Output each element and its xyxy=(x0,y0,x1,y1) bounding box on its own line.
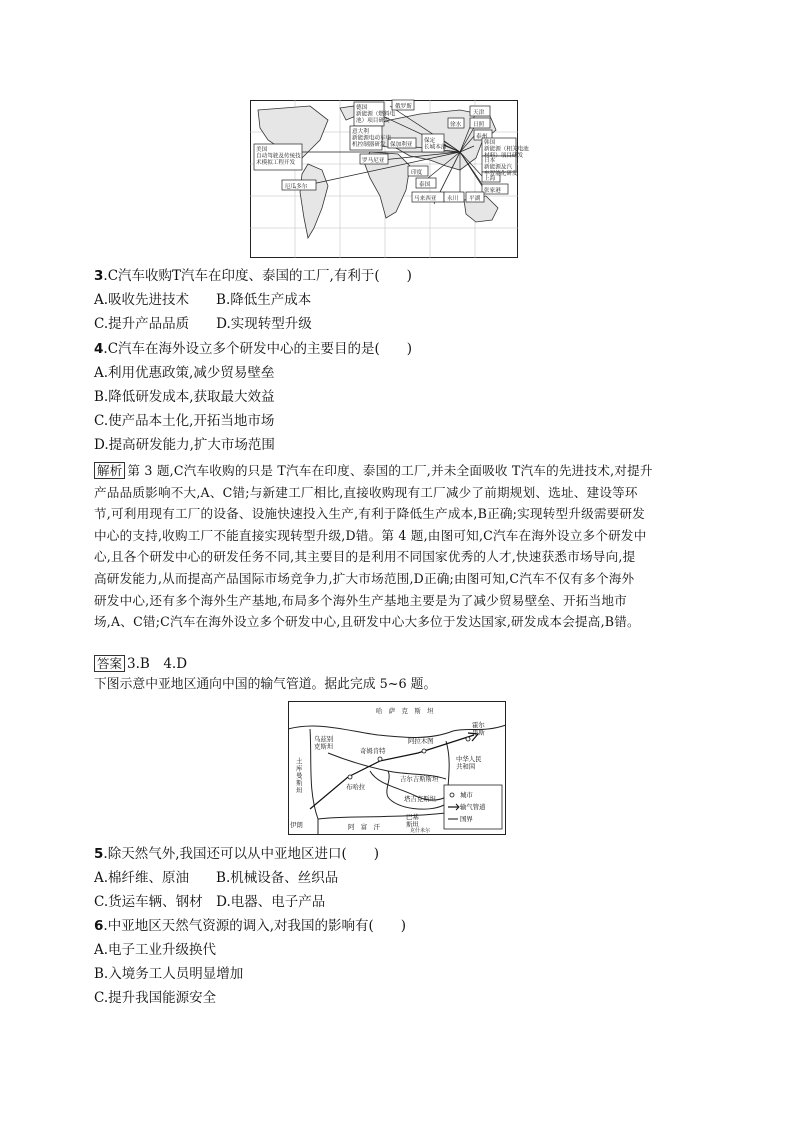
question-5-options-ab: A.棉纤维、原油 B.机械设备、丝织品 xyxy=(94,870,339,886)
label-taizhou: 泰州 xyxy=(476,134,488,140)
explanation-line: 解析 第 3 题,C汽车收购的只是 T汽车在印度、泰国的工厂,并未全面吸收 T汽车的先进技术,对提升 xyxy=(94,460,706,482)
question-6-option-c: C.提升我国能源安全 xyxy=(94,990,217,1006)
label-thailand: 泰国 xyxy=(419,182,431,188)
label-japan: 日本新能源及汽车智能化研发 xyxy=(484,158,518,177)
legend-border: 国界 xyxy=(460,815,473,823)
question-4-option-d: D.提高研发能力,扩大市场范围 xyxy=(94,437,275,453)
explanation-line: 节,可利用现有工厂的设备、设施快速投入生产,有利于降低生产成本,B正确;实现转型升级需要研发 xyxy=(94,506,646,522)
question-4-stem: 4.C汽车在海外设立多个研发中心的主要目的是( ) xyxy=(94,341,413,357)
question-5-stem: 5.除天然气外,我国还可以从中亚地区进口( ) xyxy=(94,846,380,862)
label-ecuador: 厄瓜多尔 xyxy=(285,184,308,190)
explanation-line: 场,A、C错;C汽车在海外设立多个研发中心,且研发中心大多位于发达国家,研发成本会提高,B错。 xyxy=(94,614,640,630)
answer-tag: 答案 xyxy=(94,655,125,672)
question-4-option-a: A.利用优惠政策,减少贸易壁垒 xyxy=(94,365,275,381)
label-tajikistan: 塔吉克斯坦 xyxy=(404,795,436,803)
label-russia: 俄罗斯 xyxy=(395,104,412,110)
question-6-stem: 6.中亚地区天然气资源的调入,对我国的影响有( ) xyxy=(94,918,407,934)
label-tianjin: 天津 xyxy=(473,110,485,116)
question-4-option-c: C.使产品本土化,开拓当地市场 xyxy=(94,413,275,429)
label-shanghai: 上海 xyxy=(484,176,496,182)
explanation-block xyxy=(94,460,706,633)
label-india: 印度 xyxy=(411,170,423,176)
label-kyrgyzstan: 吉尔吉斯斯坦 xyxy=(400,775,439,783)
label-iran: 伊朗 xyxy=(290,821,303,829)
explanation-line: 高研发能力,从而提高产品国际市场竞争力,扩大市场范围,D正确;由图可知,C汽车不仅有多个海外 xyxy=(94,570,635,586)
map-legend xyxy=(444,785,502,829)
question-4-option-b: B.降低研发成本,获取最大效益 xyxy=(94,389,275,405)
world-map-figure xyxy=(250,100,529,258)
label-kashmir: 克什米尔 xyxy=(410,828,431,834)
question-6-option-a: A.电子工业升级换代 xyxy=(94,942,217,958)
explanation-line: 研发中心,还有多个海外生产基地,布局多个海外生产基地主要是为了减少贸易壁垒、开拓当地市 xyxy=(94,592,627,608)
label-afghanistan: 阿 富 汗 xyxy=(348,823,380,831)
label-italy: 意大利新能源电动车电机控制器研发 xyxy=(352,129,392,148)
label-turkmenistan: 土库曼斯坦 xyxy=(296,757,303,795)
question-3-options-ab: A.吸收先进技术 B.降低生产成本 xyxy=(94,292,312,308)
label-bukhara: 布哈拉 xyxy=(346,783,366,791)
central-asia-pipeline-map xyxy=(288,701,506,835)
label-baoding: 保定长城本部 xyxy=(424,138,447,151)
legend-pipeline: 输气管道 xyxy=(460,803,486,811)
label-zhangjiagang: 张家港 xyxy=(484,188,501,194)
label-uzbekistan: 乌兹别克斯坦 xyxy=(314,735,334,751)
map-intro-text: 下图示意中亚地区通向中国的输气管道。据此完成 5~6 题。 xyxy=(94,677,437,692)
label-usa: 美国自动驾驶及传统技术模拟工程开发 xyxy=(256,147,301,166)
label-kazakhstan: 哈 萨 克 斯 坦 xyxy=(376,707,434,715)
label-romania: 罗马尼亚 xyxy=(362,158,385,164)
label-xushui: 徐水 xyxy=(450,122,462,128)
explanation-line: 心,且各个研发中心的研发任务不同,其主要目的是利用不同国家优秀的人才,快速获悉市场导向,提 xyxy=(94,549,636,565)
label-malaysia: 马来西亚 xyxy=(414,196,437,202)
explanation-line: 产品品质影响不大,A、C错;与新建工厂相比,直接收购现有工厂减少了前期规划、选址、建设等环 xyxy=(94,484,638,500)
question-3-options-cd: C.提升产品品质 D.实现转型升级 xyxy=(94,316,312,332)
label-yongchuan: 永川 xyxy=(447,196,459,202)
explanation-line: 中心的支持,收购工厂不能直接实现转型升级,D错。第 4 题,由图可知,C汽车在海外设立多个研发中 xyxy=(94,527,647,543)
legend-city: 城市 xyxy=(460,791,473,799)
label-khorgos: 霍尔果斯 xyxy=(472,721,485,737)
label-germany: 德国新能源（燃料电池）项目研发 xyxy=(356,105,396,124)
label-almaty: 阿拉木图 xyxy=(408,737,434,745)
label-pakistan: 巴基斯坦 xyxy=(406,813,419,829)
explanation-tag: 解析 xyxy=(94,462,125,479)
question-3-stem: 3.C汽车收购T汽车在印度、泰国的工厂,有利于( ) xyxy=(94,268,412,284)
question-6-option-b: B.入境务工人员明显增加 xyxy=(94,966,244,982)
label-korea: 韩国新能源（相关电池材料）项目研发 xyxy=(484,140,529,159)
question-5-options-cd: C.货运车辆、钢材 D.电器、电子产品 xyxy=(94,894,326,910)
label-pinghu: 平湖 xyxy=(469,196,481,202)
label-rizhao: 日照 xyxy=(473,122,485,128)
label-chimkent: 奇姆肯特 xyxy=(360,747,386,755)
label-china: 中华人民共和国 xyxy=(456,755,482,771)
label-bulgaria: 保加利亚 xyxy=(390,142,413,148)
answer-line: 答案 3.B 4.D xyxy=(94,652,187,672)
